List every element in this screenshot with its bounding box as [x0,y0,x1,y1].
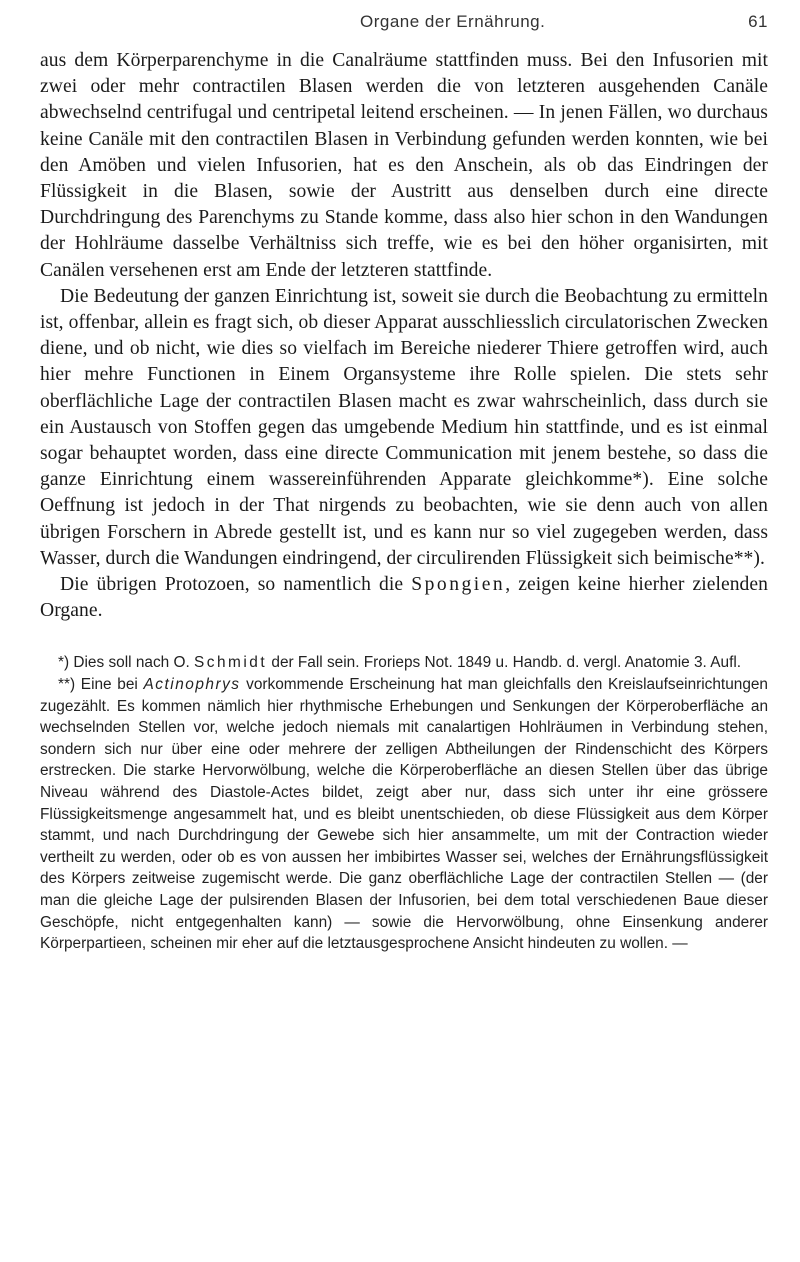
emphasized-name-schmidt: Schmidt [194,654,268,672]
footnote-1-end: der Fall sein. Frorieps Not. 1849 u. Handb. d. vergl. Anatomie 3. Aufl. [267,654,742,672]
book-page [40,10,768,955]
paragraph-3-text-start: Die übrigen Protozoen, so namentlich die [60,574,412,596]
main-text [40,48,768,624]
paragraph-2: Die Bedeutung der ganzen Einrichtung ist, soweit sie durch die Beobachtung zu ermitteln ist, offenbar, allein es fragt sich, ob dieser Apparat ausschliesslich circulatorischen Zwecken diene, und ob nicht, wie dies so vielfach im Bereiche niederer Thiere getroffen wird, auch hier mehre Functionen in Einem Organsysteme ihre Rolle spielen. Die stets sehr oberflächliche Lage der contractilen Blasen macht es zwar wahrscheinlich, dass durch sie ein Austausch von Stoffen gegen das umgebende Medium hin stattfinde, und es ist einmal sogar behauptet worden, dass eine directe Communication mit jenem bestehe, so dass die ganze Einrichtung einem wassereinführenden Apparate gleichkomme*). Eine solche Oeffnung ist jedoch in der That nirgends zu beobachten, wie sie denn auch von allen übrigen Forschern in Abrede gestellt ist, und es kann nur so viel zugegeben werden, dass Wasser, durch die Wandungen eindringend, der circulirenden Flüssigkeit sich beimische**). [40,285,768,569]
footnote-2-start: **) Eine bei [58,676,144,694]
page-number: 61 [748,12,768,31]
emphasized-term-spongien: Spongien [411,574,506,596]
running-title: Organe der Ernährung. [360,12,546,31]
paragraph-1: aus dem Körperparenchyme in die Canalräume stattfinden muss. Bei den Infusorien mit zwei oder mehr contractilen Blasen werden die von letzteren ausgehenden Canäle abwechselnd centrifugal und centripetal leitend erscheinen. — In jenen Fällen, wo durchaus keine Canäle mit den contractilen Blasen in Verbindung gefunden werden konnten, wie bei den Amöben und vielen Infusorien, hat es den Anschein, als ob das Eindringen der Flüssigkeit in die Blasen, sowie der Austritt aus denselben durch eine directe Durchdringung des Parenchyms zu Stande komme, dass also hier schon in den Wandungen der Hohlräume dasselbe Verhältniss sich treffe, wie es bei den höher organisirten, mit Canälen versehenen erst am Ende der letzteren stattfinde. [40,50,768,281]
footnote-2 [40,674,768,955]
footnote-1-start: *) Dies soll nach O. [58,654,194,672]
footnote-1 [40,652,768,674]
page-header [40,10,768,48]
paragraph-3-text-end: , zeigen keine hierher zielenden Organe. [40,574,768,622]
emphasized-term-actinophrys: Actinophrys [143,676,241,694]
paragraph-3 [40,572,768,624]
footnote-2-end: vorkommende Erscheinung hat man gleichfalls den Kreislaufseinrichtungen zugezählt. Es kommen nämlich hier rhythmische Erhebungen und Senkungen der Körperoberfläche an wechselnden Stellen vor, welche jedoch niemals mit canalartigen Hohlräumen in Verbindung stehen, sondern sich nur über eine oder mehrere der zelligen Abtheilungen der Rindenschicht des Körpers erstrecken. Die starke Hervorwölbung, welche die Körperoberfläche an diesen Stellen über das übrige Niveau während des Diastole-Actes bildet, zeigt aber nur, dass sich unter ihr eine grössere Flüssigkeitsmenge angesammelt hat, und es bleibt unentschieden, ob diese Flüssigkeit aus dem Körper stammt, und nach Durchdringung der Gewebe sich hier ansammelte, um mit der Contraction wieder vertheilt zu werden, oder ob es von aussen her imbibirtes Wasser sei, welches der Ernährungsflüssigkeit des Körpers zeitweise zugemischt werde. Die ganz oberflächliche Lage der contractilen Stellen — (der man die gleiche Lage der pulsirenden Blasen der Infusorien, bei dem total verschiedenen Baue dieser Geschöpfe, nicht entgegenhalten kann) — sowie die Hervorwölbung, ohne Einsenkung anderer Körperpartieen, scheinen mir eher auf die letztausgesprochene Ansicht hindeuten zu wollen. — [40,676,768,953]
footnotes [40,652,768,954]
